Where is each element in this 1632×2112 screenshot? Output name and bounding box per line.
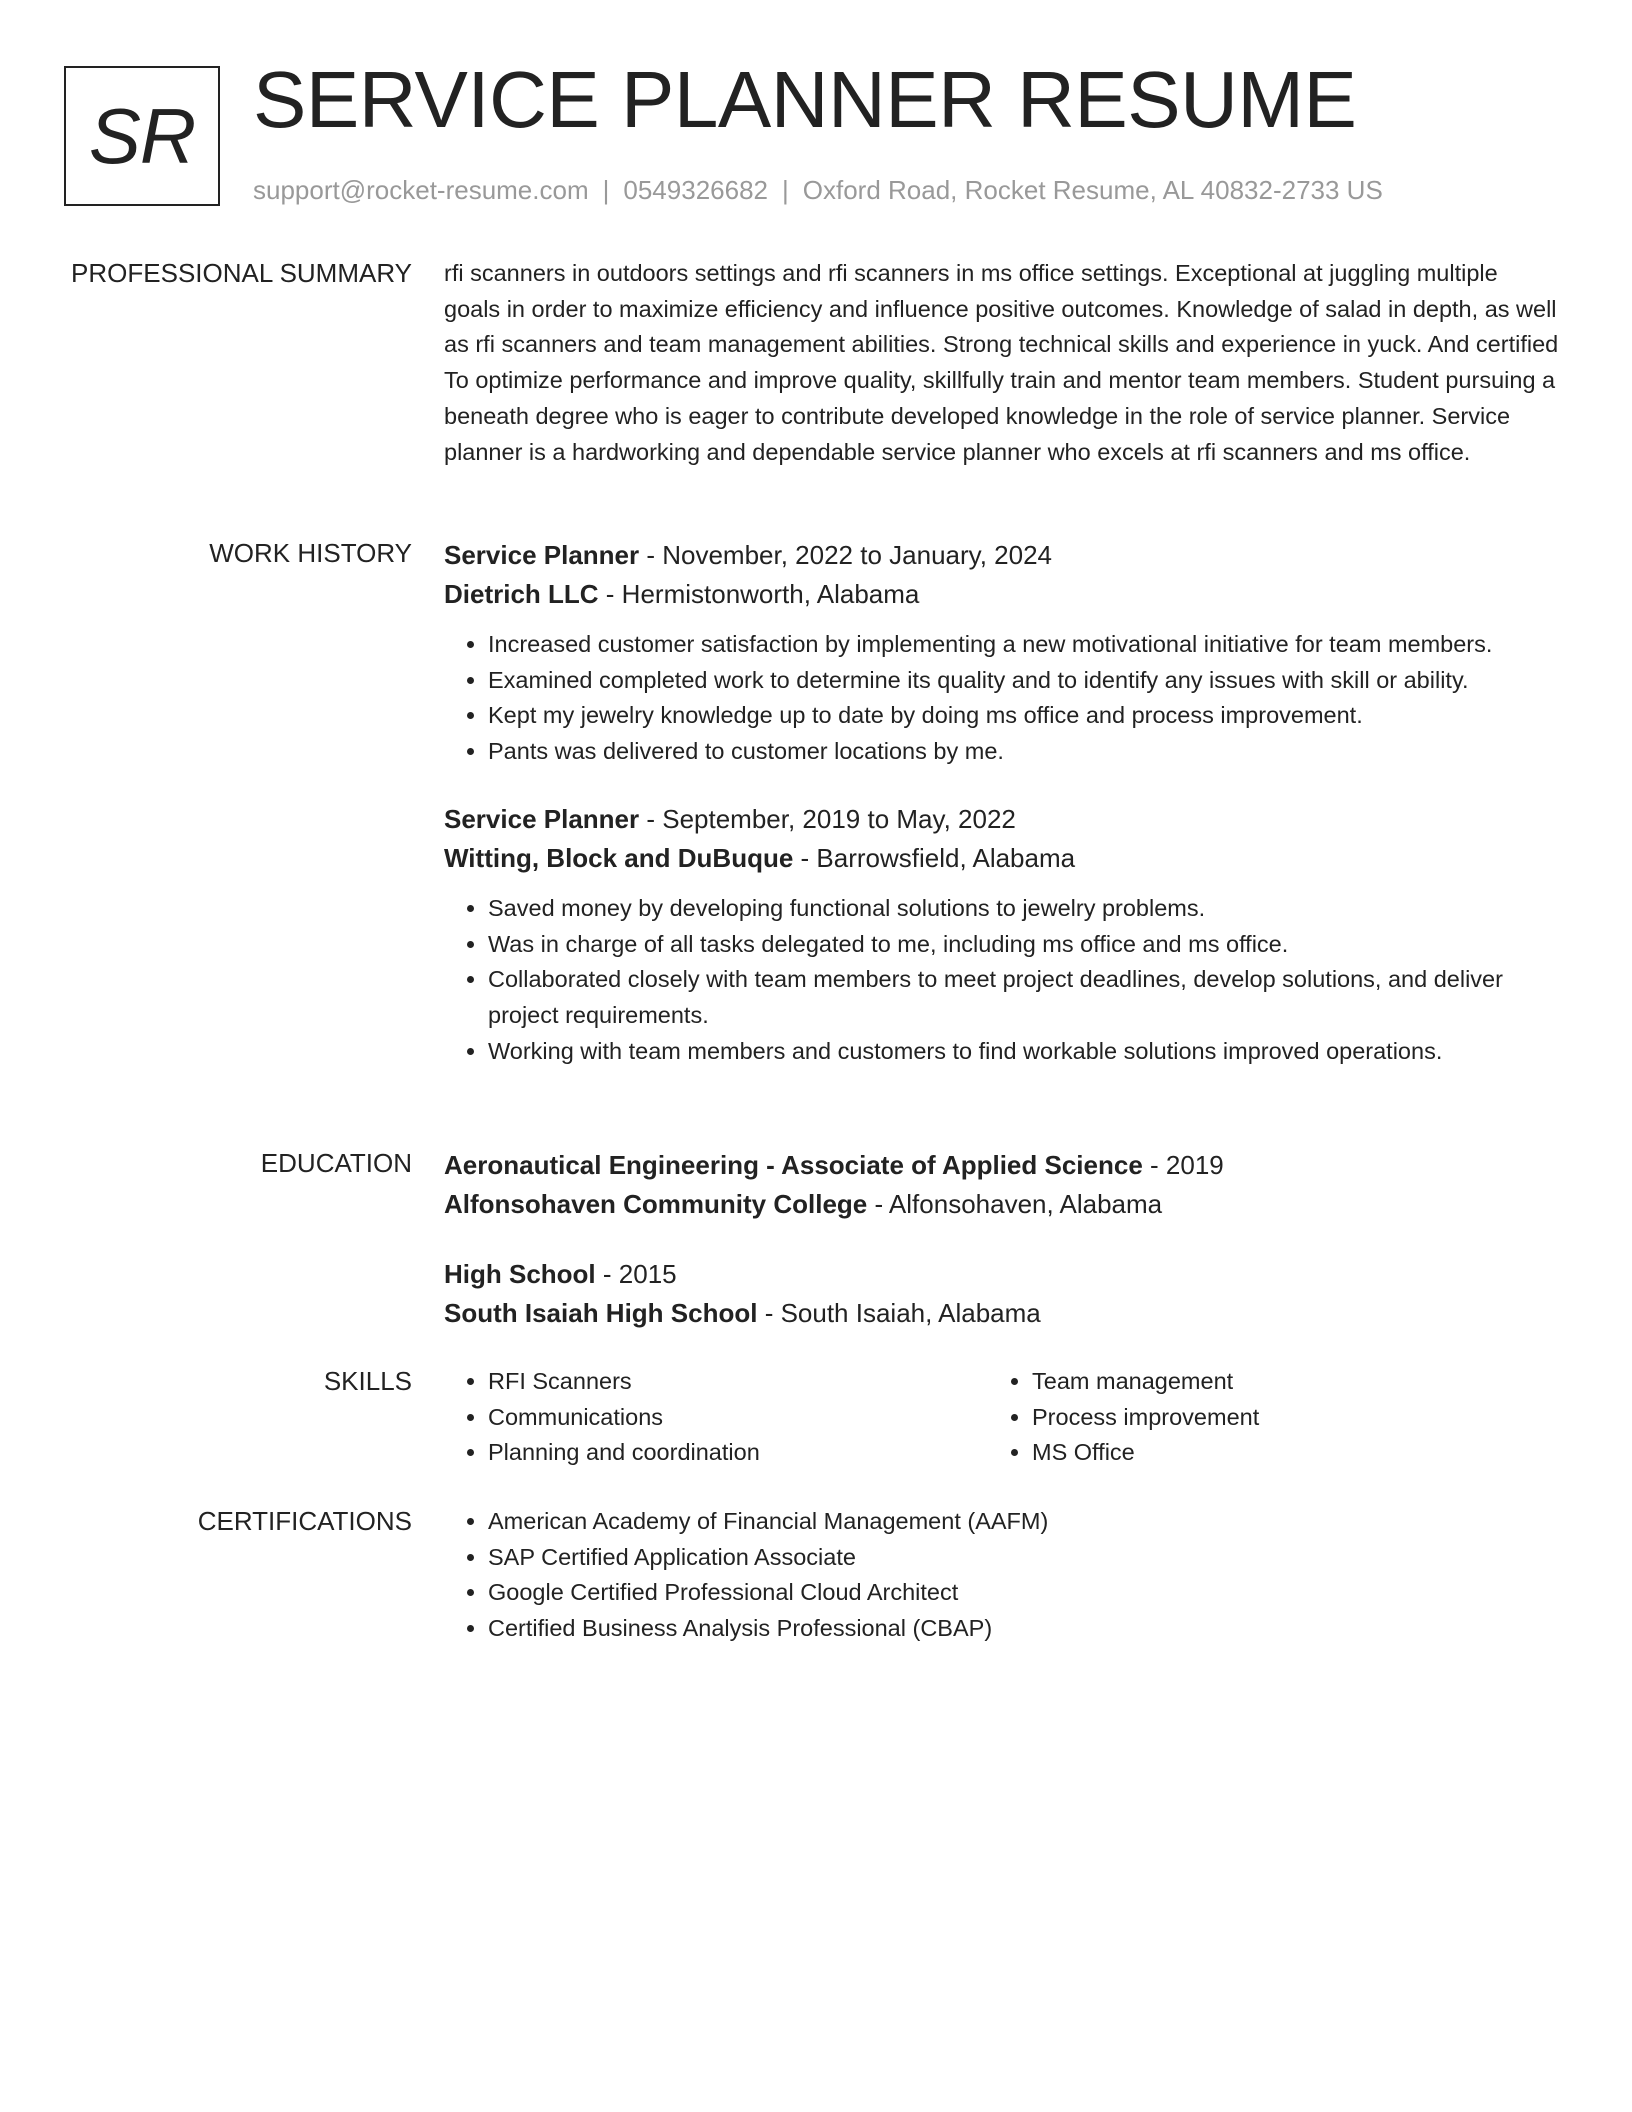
job-company-line [444, 839, 1560, 878]
job-dates: - September, 2019 to May, 2022 [639, 803, 1016, 834]
education-degree-line [444, 1255, 1560, 1294]
job-title: Service Planner [444, 803, 640, 834]
contact-email[interactable]: support@rocket-resume.com [253, 175, 589, 205]
skills-column-2 [988, 1364, 1532, 1471]
education-degree: High School [444, 1259, 596, 1289]
education-location: - South Isaiah, Alabama [757, 1298, 1041, 1328]
certification-item: • Certified Business Analysis Professional (CBAP) [488, 1611, 1560, 1647]
job-location: - Hermistonworth, Alabama [598, 579, 920, 609]
skills-column-1 [444, 1364, 988, 1471]
summary-text: rfi scanners in outdoors settings and rfi scanners in ms office settings. Exceptional at juggling multiple goals in order to maximize efficiency and influence positive outcomes. Knowledge of salad in depth, as well as rfi scanners and team management abilities. Strong technical skills and experience in yuck. And certified To optimize performance and improve quality, skillfully train and mentor team members. Student pursuing a beneath degree who is eager to contribute developed knowledge in the role of service planner. Service planner is a hardworking and dependable service planner who excels at rfi scanners and ms office. [444, 260, 1559, 465]
monogram-logo: SR [64, 66, 220, 206]
job-location: - Barrowsfield, Alabama [793, 842, 1076, 873]
section-label-work-history: WORK HISTORY [209, 538, 412, 568]
education-year: - 2015 [595, 1259, 677, 1289]
work-history-body [444, 536, 1560, 1069]
section-label-education: EDUCATION [260, 1148, 412, 1178]
education-year: - 2019 [1142, 1150, 1224, 1180]
job-bullet: • Working with team members and customers to find workable solutions improved operations. [488, 1034, 1560, 1070]
education-entry [444, 1255, 1560, 1333]
education-degree: Aeronautical Engineering - Associate of Applied Science [444, 1150, 1143, 1180]
job-bullet: • Saved money by developing functional solutions to jewelry problems. [488, 891, 1560, 927]
job-bullets [444, 891, 1560, 1070]
contact-address: Oxford Road, Rocket Resume, AL 40832-2733 US [802, 175, 1383, 205]
job-dates: - November, 2022 to January, 2024 [639, 540, 1053, 570]
certifications-body [444, 1504, 1560, 1647]
page-title: SERVICE PLANNER RESUME [253, 55, 1357, 144]
certification-item: • Google Certified Professional Cloud Architect [488, 1575, 1560, 1611]
job-entry [444, 800, 1560, 1070]
resume-header [64, 55, 1584, 214]
skill-item: • Process improvement [1032, 1400, 1532, 1436]
job-bullet: • Was in charge of all tasks delegated to me, including ms office and ms office. [488, 927, 1560, 963]
certification-item: • SAP Certified Application Associate [488, 1540, 1560, 1576]
job-company: Dietrich LLC [444, 579, 599, 609]
job-title-line [444, 800, 1560, 839]
skill-item: • Communications [488, 1400, 988, 1436]
job-bullet: • Pants was delivered to customer locations by me. [488, 734, 1560, 770]
job-title-line [444, 536, 1560, 575]
education-school: Alfonsohaven Community College [444, 1189, 868, 1219]
job-company: Witting, Block and DuBuque [444, 842, 794, 873]
job-bullet: • Collaborated closely with team members to meet project deadlines, develop solutions, and deliver project requirements. [488, 962, 1560, 1033]
job-company-line [444, 575, 1560, 614]
education-degree-line [444, 1146, 1560, 1185]
skill-item: • Planning and coordination [488, 1435, 988, 1471]
job-entry [444, 536, 1560, 770]
contact-phone[interactable]: 0549326682 [623, 175, 768, 205]
contact-separator: | [782, 175, 789, 205]
section-label-skills: SKILLS [323, 1366, 412, 1396]
job-bullet: • Kept my jewelry knowledge up to date by doing ms office and process improvement. [488, 698, 1560, 734]
skill-item: • RFI Scanners [488, 1364, 988, 1400]
certifications-list [444, 1504, 1560, 1647]
summary-body [444, 256, 1560, 470]
certification-item: • American Academy of Financial Management (AAFM) [488, 1504, 1560, 1540]
education-school-line [444, 1294, 1560, 1333]
skill-item: • Team management [1032, 1364, 1532, 1400]
education-entry [444, 1146, 1560, 1224]
education-location: - Alfonsohaven, Alabama [867, 1189, 1163, 1219]
skills-body [444, 1364, 1560, 1471]
skill-item: • MS Office [1032, 1435, 1532, 1471]
job-bullet: • Increased customer satisfaction by implementing a new motivational initiative for team members. [488, 627, 1560, 663]
education-school: South Isaiah High School [444, 1298, 758, 1328]
section-label-certifications: CERTIFICATIONS [197, 1506, 412, 1536]
section-label-summary: PROFESSIONAL SUMMARY [71, 258, 412, 288]
job-bullet: • Examined completed work to determine its quality and to identify any issues with skill or ability. [488, 663, 1560, 699]
job-title: Service Planner [444, 540, 640, 570]
contact-separator: | [602, 175, 610, 205]
education-body [444, 1146, 1560, 1333]
contact-line [253, 175, 1383, 206]
education-school-line [444, 1185, 1560, 1224]
job-bullets [444, 627, 1560, 770]
